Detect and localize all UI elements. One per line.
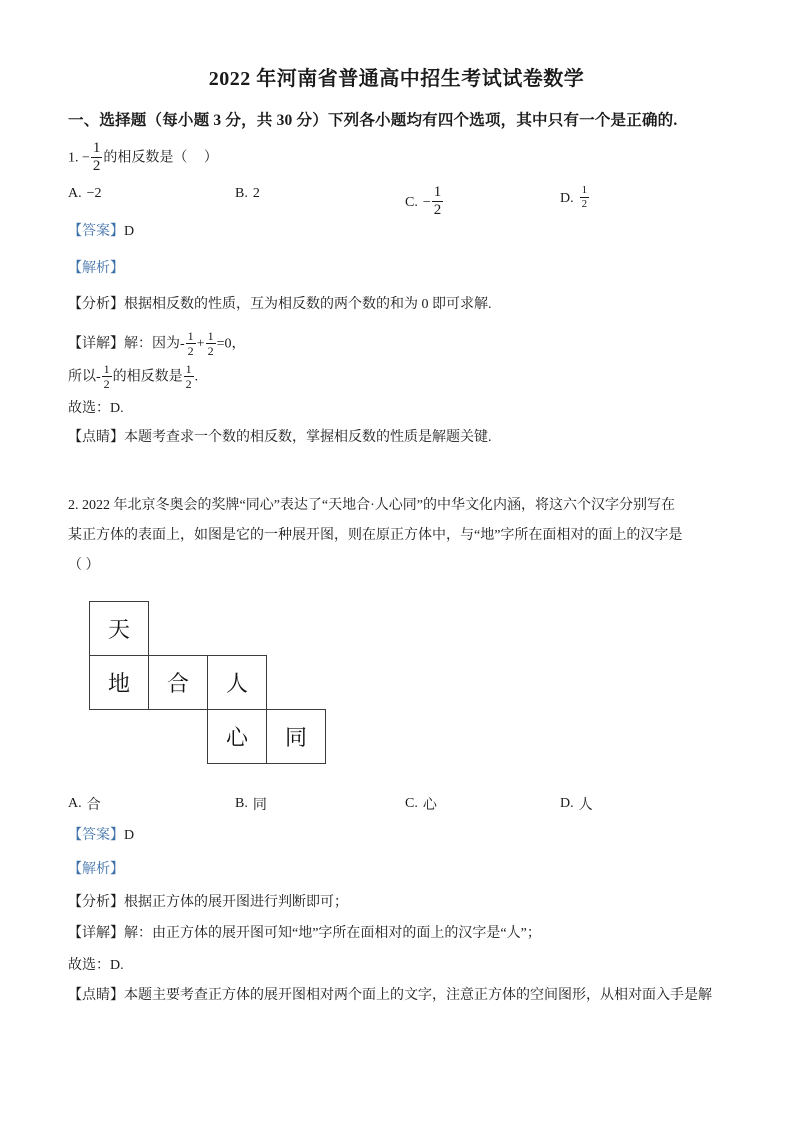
q1-stem-close: ）	[203, 150, 218, 166]
net-cell-tian: 天	[89, 601, 149, 656]
q1-option-d-fraction: $\frac{1}{2}$	[581, 184, 588, 211]
q2-option-a-label: A.	[68, 796, 82, 811]
q2-fenxi-text: 根据正方体的展开图进行判断即可；	[124, 895, 348, 910]
q1-fenxi-label: 【分析】	[68, 297, 124, 312]
q2-fenxi-label: 【分析】	[68, 895, 124, 910]
q1-option-d-label: D.	[560, 190, 574, 206]
cube-net-diagram	[89, 601, 329, 766]
q1-guxuan-line: 故选：D.	[68, 401, 124, 416]
q1-option-b-value: 2	[252, 186, 260, 201]
q1-option-c-label: C.	[405, 194, 418, 210]
q2-option-b-label: B.	[235, 796, 248, 811]
q2-answer-value: D	[124, 828, 135, 843]
question-1-options	[68, 183, 748, 218]
q1-option-a[interactable]	[68, 186, 102, 202]
question-1-stem	[68, 139, 218, 175]
q2-xiangjie-line	[68, 925, 541, 943]
q1-xiangjie-fraction-2: $\frac{1}{2}$	[207, 329, 214, 359]
q1-suoyi-fraction-2: $\frac{1}{2}$	[185, 362, 192, 392]
q2-option-a[interactable]	[68, 794, 101, 814]
q2-option-c[interactable]	[405, 794, 437, 814]
q2-stem-line-3: （ ）	[68, 558, 100, 573]
section-heading: 一、选择题（每小题 3 分，共 30 分）下列各小题均有四个选项，其中只有一个是正确的.	[68, 112, 678, 129]
q1-xiangjie-operator: +	[196, 336, 205, 352]
q1-option-c-sign: −	[422, 194, 431, 210]
q1-xiangjie-prefix: 解：因为	[124, 336, 180, 352]
q2-dianjing-text: 本题主要考查正方体的展开图相对两个面上的文字，注意正方体的空间图形，从相对面入手是解	[124, 988, 712, 1003]
q1-suoyi-sign: -	[96, 369, 101, 385]
q1-answer-label: 【答案】	[68, 224, 124, 239]
q2-option-d[interactable]	[560, 794, 593, 814]
q1-dianjing-text: 本题考查求一个数的相反数，掌握相反数的性质是解题关键.	[124, 430, 492, 445]
q2-stem-line-2: 某正方体的表面上，如图是它的一种展开图，则在原正方体中，与“地”字所在面相对的面上的汉字是	[68, 528, 683, 543]
q2-option-b[interactable]	[235, 794, 267, 814]
q2-xiangjie-text: 解：由正方体的展开图可知“地”字所在面相对的面上的汉字是“人”；	[124, 926, 541, 941]
q1-xiangjie-fraction-1: $\frac{1}{2}$	[187, 329, 194, 359]
q1-suoyi-fraction-1: $\frac{1}{2}$	[103, 362, 110, 392]
q1-xiangjie-equals: =0，	[216, 336, 246, 352]
page-title: 2022 年河南省普通高中招生考试试卷数学	[208, 68, 585, 90]
q2-answer-line	[68, 827, 134, 845]
q1-xiangjie-line	[68, 331, 245, 358]
q2-option-c-label: C.	[405, 796, 418, 811]
q2-option-d-label: D.	[560, 796, 574, 811]
q2-guxuan-line: 故选：D.	[68, 958, 124, 973]
q1-suoyi-line	[68, 364, 198, 391]
q2-option-b-value: 同	[252, 798, 267, 813]
q1-option-b-label: B.	[235, 186, 248, 201]
q2-dianjing-line	[68, 987, 712, 1005]
q2-analysis-label: 【解析】	[68, 862, 124, 877]
q1-number: 1.	[68, 150, 79, 166]
q1-dianjing-line	[68, 429, 492, 447]
q1-answer-value: D	[124, 224, 135, 239]
q1-option-a-label: A.	[68, 186, 82, 201]
q2-xiangjie-label: 【详解】	[68, 926, 124, 941]
q1-option-c[interactable]	[405, 183, 444, 219]
q2-stem-line-1: 2. 2022 年北京冬奥会的奖牌“同心”表达了“天地合·人心同”的中华文化内涵，将这六个汉字分别写在	[68, 498, 676, 513]
q1-suoyi-mid: 的相反数是	[112, 369, 183, 385]
net-cell-xin: 心	[207, 709, 267, 764]
q1-analysis-label: 【解析】	[68, 261, 124, 276]
q1-sign: −	[82, 150, 90, 166]
net-cell-he: 合	[148, 655, 208, 710]
question-2-options	[68, 794, 748, 820]
q1-xiangjie-sign1: -	[180, 336, 185, 352]
q1-dianjing-label: 【点睛】	[68, 430, 124, 445]
net-cell-di: 地	[89, 655, 149, 710]
q1-option-c-fraction: $\frac{1}{2}$	[433, 183, 442, 218]
q2-option-a-value: 合	[86, 798, 101, 813]
q1-suoyi-prefix: 所以	[68, 369, 96, 385]
q2-option-d-value: 人	[578, 798, 593, 813]
q2-dianjing-label: 【点睛】	[68, 988, 124, 1003]
q1-option-d[interactable]	[560, 186, 590, 211]
net-cell-tong: 同	[266, 709, 326, 764]
q1-option-b[interactable]	[235, 186, 260, 202]
q2-option-c-value: 心	[422, 798, 437, 813]
q1-option-a-value: −2	[86, 186, 102, 201]
q2-fenxi-line	[68, 894, 348, 912]
q1-answer-line	[68, 223, 134, 241]
q1-stem-fraction: $\frac{1}{2}$	[92, 139, 101, 174]
q1-xiangjie-label: 【详解】	[68, 336, 124, 352]
q1-stem-suffix: 的相反数是（	[103, 150, 188, 166]
q2-answer-label: 【答案】	[68, 828, 124, 843]
net-cell-ren: 人	[207, 655, 267, 710]
q1-suoyi-end: .	[194, 369, 199, 385]
q1-fenxi-text: 根据相反数的性质，互为相反数的两个数的和为 0 即可求解.	[124, 297, 492, 312]
q1-fenxi-line	[68, 296, 492, 314]
